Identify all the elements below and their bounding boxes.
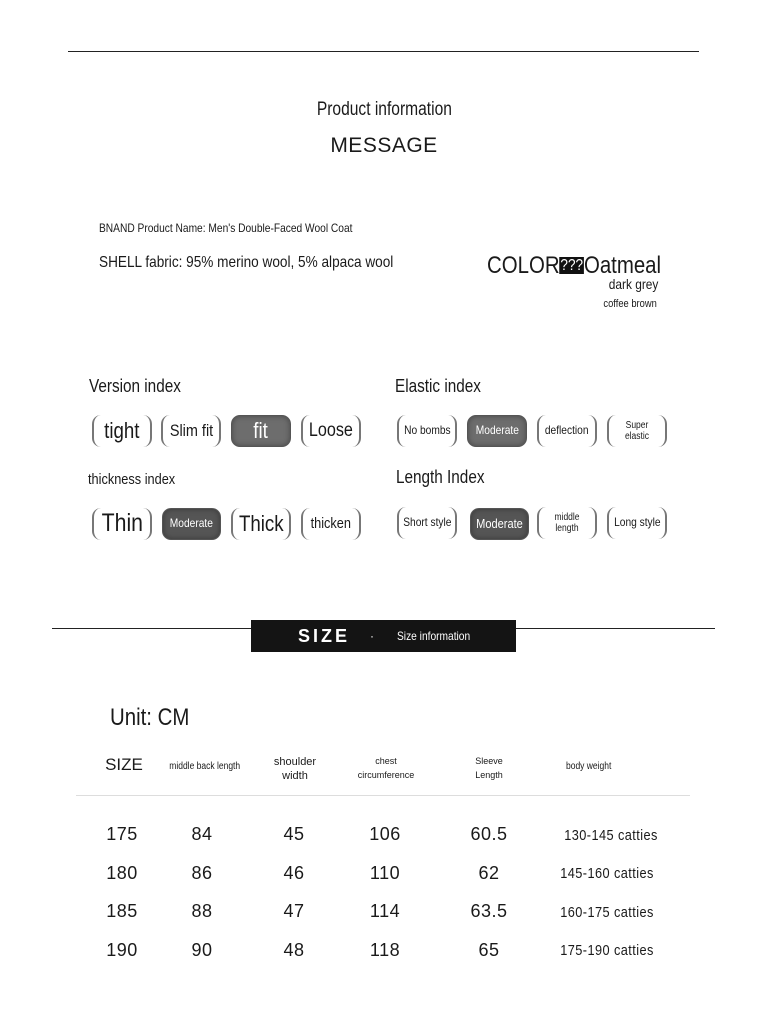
section-subtitle: MESSAGE xyxy=(330,134,438,157)
color-separator: ??? xyxy=(560,257,584,274)
elastic-option-deflection: deflection xyxy=(537,415,597,447)
thickness-option-thick: Thick xyxy=(231,508,291,540)
thickness-option-moderate: Moderate xyxy=(162,508,221,540)
version-index-title: Version index xyxy=(89,376,181,396)
color-line xyxy=(487,252,692,280)
cell-shoulder: 47 xyxy=(283,901,305,921)
cell-back-length: 84 xyxy=(191,824,213,844)
cell-sleeve: 63.5 xyxy=(470,901,508,921)
col-header-back-length: middle back length xyxy=(169,761,241,772)
version-option-fit: fit xyxy=(231,415,291,447)
color-label: COLOR xyxy=(487,252,560,279)
color-option-3: coffee brown xyxy=(603,298,657,310)
cell-sleeve: 65 xyxy=(478,940,500,960)
shell-fabric-line: SHELL fabric: 95% merino wool, 5% alpaca wool xyxy=(99,254,394,271)
length-option-middle-length: middle length xyxy=(537,507,597,539)
color-option-2: dark grey xyxy=(608,276,658,292)
product-name-line: BNAND Product Name: Men's Double-Faced Wool Coat xyxy=(99,221,353,235)
cell-back-length: 86 xyxy=(191,863,213,883)
col-header-body-weight: body weight xyxy=(566,761,612,772)
length-option-short-style: Short style xyxy=(397,507,457,539)
col-header-size: SIZE xyxy=(105,755,143,774)
elastic-option-no-bombs: No bombs xyxy=(397,415,457,447)
table-header-divider xyxy=(76,795,690,796)
cell-size: 190 xyxy=(106,940,138,960)
cell-chest: 118 xyxy=(369,940,401,960)
size-divider-right xyxy=(516,628,715,629)
version-option-slim-fit: Slim fit xyxy=(161,415,221,447)
cell-chest: 110 xyxy=(369,863,401,883)
length-index-title: Length Index xyxy=(396,467,485,487)
size-banner-dot: · xyxy=(370,629,374,643)
size-divider-left xyxy=(52,628,251,629)
cell-shoulder: 48 xyxy=(283,940,305,960)
cell-body-weight: 145-160 catties xyxy=(560,865,654,882)
cell-sleeve: 60.5 xyxy=(470,824,508,844)
col-header-sleeve-length: Sleeve Length xyxy=(475,756,503,780)
cell-size: 185 xyxy=(106,901,138,921)
elastic-option-super-elastic: Super elastic xyxy=(607,415,667,447)
col-header-chest: chest circumference xyxy=(357,756,415,780)
cell-back-length: 90 xyxy=(191,940,213,960)
elastic-index-title: Elastic index xyxy=(395,376,481,396)
cell-body-weight: 160-175 catties xyxy=(560,904,654,921)
size-banner-subtitle: Size information xyxy=(397,629,471,643)
cell-shoulder: 45 xyxy=(283,824,305,844)
cell-size: 175 xyxy=(106,824,138,844)
size-banner xyxy=(251,620,516,652)
elastic-option-moderate: Moderate xyxy=(467,415,527,447)
version-option-loose: Loose xyxy=(301,415,361,447)
cell-chest: 106 xyxy=(369,824,401,844)
cell-body-weight: 175-190 catties xyxy=(560,942,654,959)
cell-chest: 114 xyxy=(369,901,401,921)
cell-body-weight: 130-145 catties xyxy=(564,827,658,844)
thickness-index-title: thickness index xyxy=(88,471,176,488)
top-divider xyxy=(68,51,699,52)
unit-label: Unit: CM xyxy=(110,704,190,731)
thickness-option-thicken: thicken xyxy=(301,508,361,540)
length-option-moderate: Moderate xyxy=(470,508,529,540)
thickness-option-thin: Thin xyxy=(92,508,152,540)
size-banner-title: SIZE xyxy=(298,625,351,646)
length-option-long-style: Long style xyxy=(607,507,667,539)
section-title: Product information xyxy=(316,99,452,120)
version-option-tight: tight xyxy=(92,415,152,447)
cell-shoulder: 46 xyxy=(283,863,305,883)
cell-sleeve: 62 xyxy=(478,863,500,883)
col-header-shoulder-width: shoulder width xyxy=(273,756,317,782)
color-option-1: Oatmeal xyxy=(583,252,662,279)
cell-size: 180 xyxy=(106,863,138,883)
cell-back-length: 88 xyxy=(191,901,213,921)
